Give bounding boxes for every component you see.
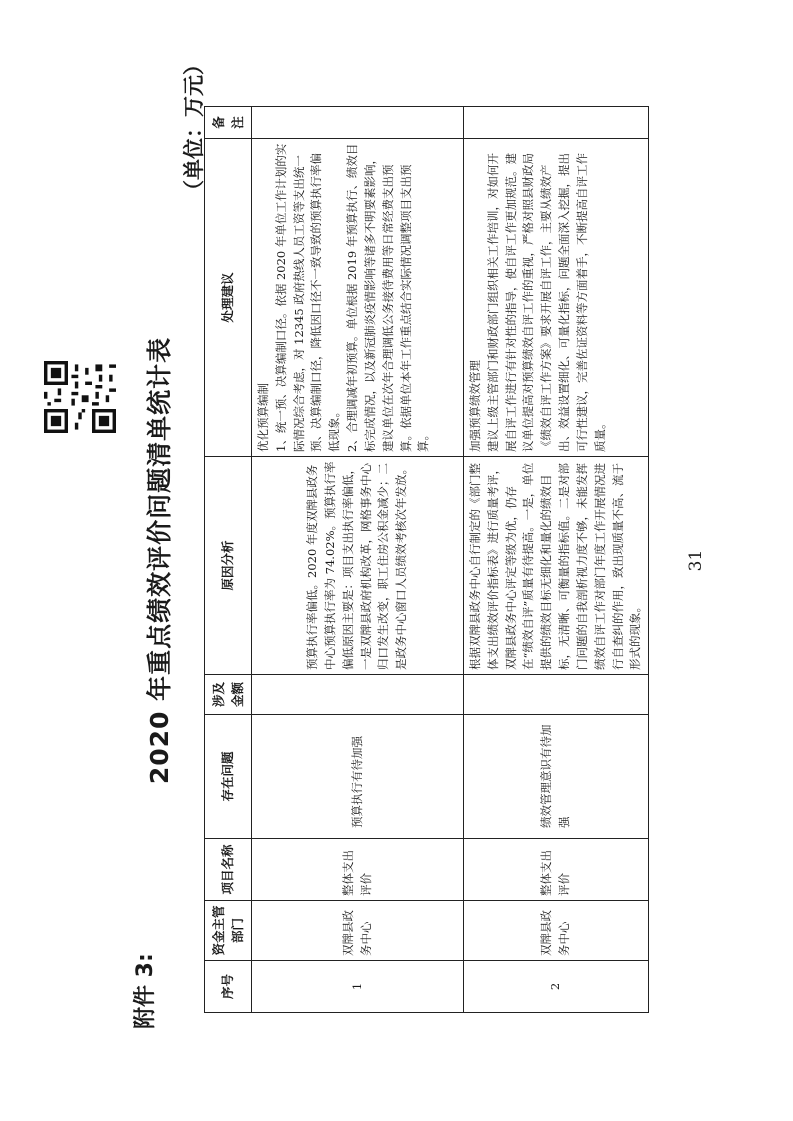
- unit-label: （单位：万元）: [182, 54, 206, 201]
- header-seq: 序号: [205, 961, 252, 1013]
- header-cause: 原因分析: [205, 457, 252, 675]
- row-remark: [252, 107, 464, 139]
- table-row: [252, 107, 464, 1013]
- qr-code-icon: [44, 361, 116, 433]
- row-suggestion: [252, 139, 464, 457]
- header-problem: 存在问题: [205, 715, 252, 839]
- row-problem: 绩效管理意识有待加强: [464, 715, 649, 839]
- attachment-label: 附件 3:: [133, 953, 158, 1029]
- row-cause: 预算执行率偏低。2020 年度双牌县政务中心预算执行率为 74.02%。预算执行率偏低原因主要是：项目支出执行率偏低，一是双牌县政府机构改革，网格事务中心归口发生改变，职工住房公积金减少；二是政务中心窗口人员绩效考核次年发放。: [252, 457, 464, 675]
- suggestion-heading: 加强预算绩效管理: [468, 360, 482, 452]
- page-number: 31: [686, 549, 706, 572]
- row-suggestion: [464, 139, 649, 457]
- row-seq: 2: [464, 961, 649, 1013]
- header-remark: 备注: [205, 107, 252, 139]
- page-title: 2020 年重点绩效评价问题清单统计表: [145, 336, 174, 785]
- row-problem: 预算执行有待加强: [252, 715, 464, 839]
- table-row: [464, 107, 649, 1013]
- suggestion-item: 1、统一预、决算编制口径。依据 2020 年单位工作计划的实际情况综合考虑，对 12345 政府热线人员工资等支出统一预、决算编制口径，降低因口径不一致导致的预算执行率偏低现象。: [273, 143, 342, 452]
- row-seq: 1: [252, 961, 464, 1013]
- row-amount: [464, 675, 649, 715]
- row-cause: 根据双牌县政务中心自行制定的《部门整体支出绩效评价指标表》进行质量考评，双牌县政务中心评定等级为优，仍存在“绩效自评”质量有待提高。一是，单位提供的绩效目标无细化和量化的绩效目标，无清晰、可衡量的指标值。二是对部门问题的自我剖析视力度不够，未能发挥绩效自评工作对部门年度工作开展情况进行自查纠的作用，致出现质量不高、流于形式的现象。: [464, 457, 649, 675]
- suggestion-heading: 优化预算编制: [256, 383, 270, 452]
- row-dept: 双牌县政务中心: [252, 901, 464, 961]
- header-project: 项目名称: [205, 839, 252, 901]
- row-remark: [464, 107, 649, 139]
- table-header-row: [205, 107, 252, 1013]
- problem-table: [204, 106, 649, 1013]
- header-amount: 涉及金额: [205, 675, 252, 715]
- suggestion-item: 建议上级主管部门和财政部门组织相关工作培训，对如何开展自评工作进行有针对性的指导，使自评工作更加规范。建议单位提高对预算绩效自评工作的重视，严格对照县财政局《绩效自评工作方案》要求开展自评工作，主要从绩效产出、效益设置细化、可量化指标，问题全面深入挖掘，提出可行性建议，完善佐证资料等方面着手，不断提高自评工作质量。: [485, 153, 607, 452]
- row-project: 整体支出评价: [252, 839, 464, 901]
- suggestion-item: 2、合理调减年初预算。单位根据 2019 年预算执行、绩效目标完成情况，以及新冠肺炎疫情影响等诸多不明要素影响，建议单位在次年合理调低公务接待费用等日常经费支出预算。依据单位本年工作重点结合实际情况调整项目支出预算。: [345, 143, 431, 452]
- header-dept: 资金主管部门: [205, 901, 252, 961]
- row-project: 整体支出评价: [464, 839, 649, 901]
- header-suggestion: 处理建议: [205, 139, 252, 457]
- row-amount: [252, 675, 464, 715]
- row-dept: 双牌县政务中心: [464, 901, 649, 961]
